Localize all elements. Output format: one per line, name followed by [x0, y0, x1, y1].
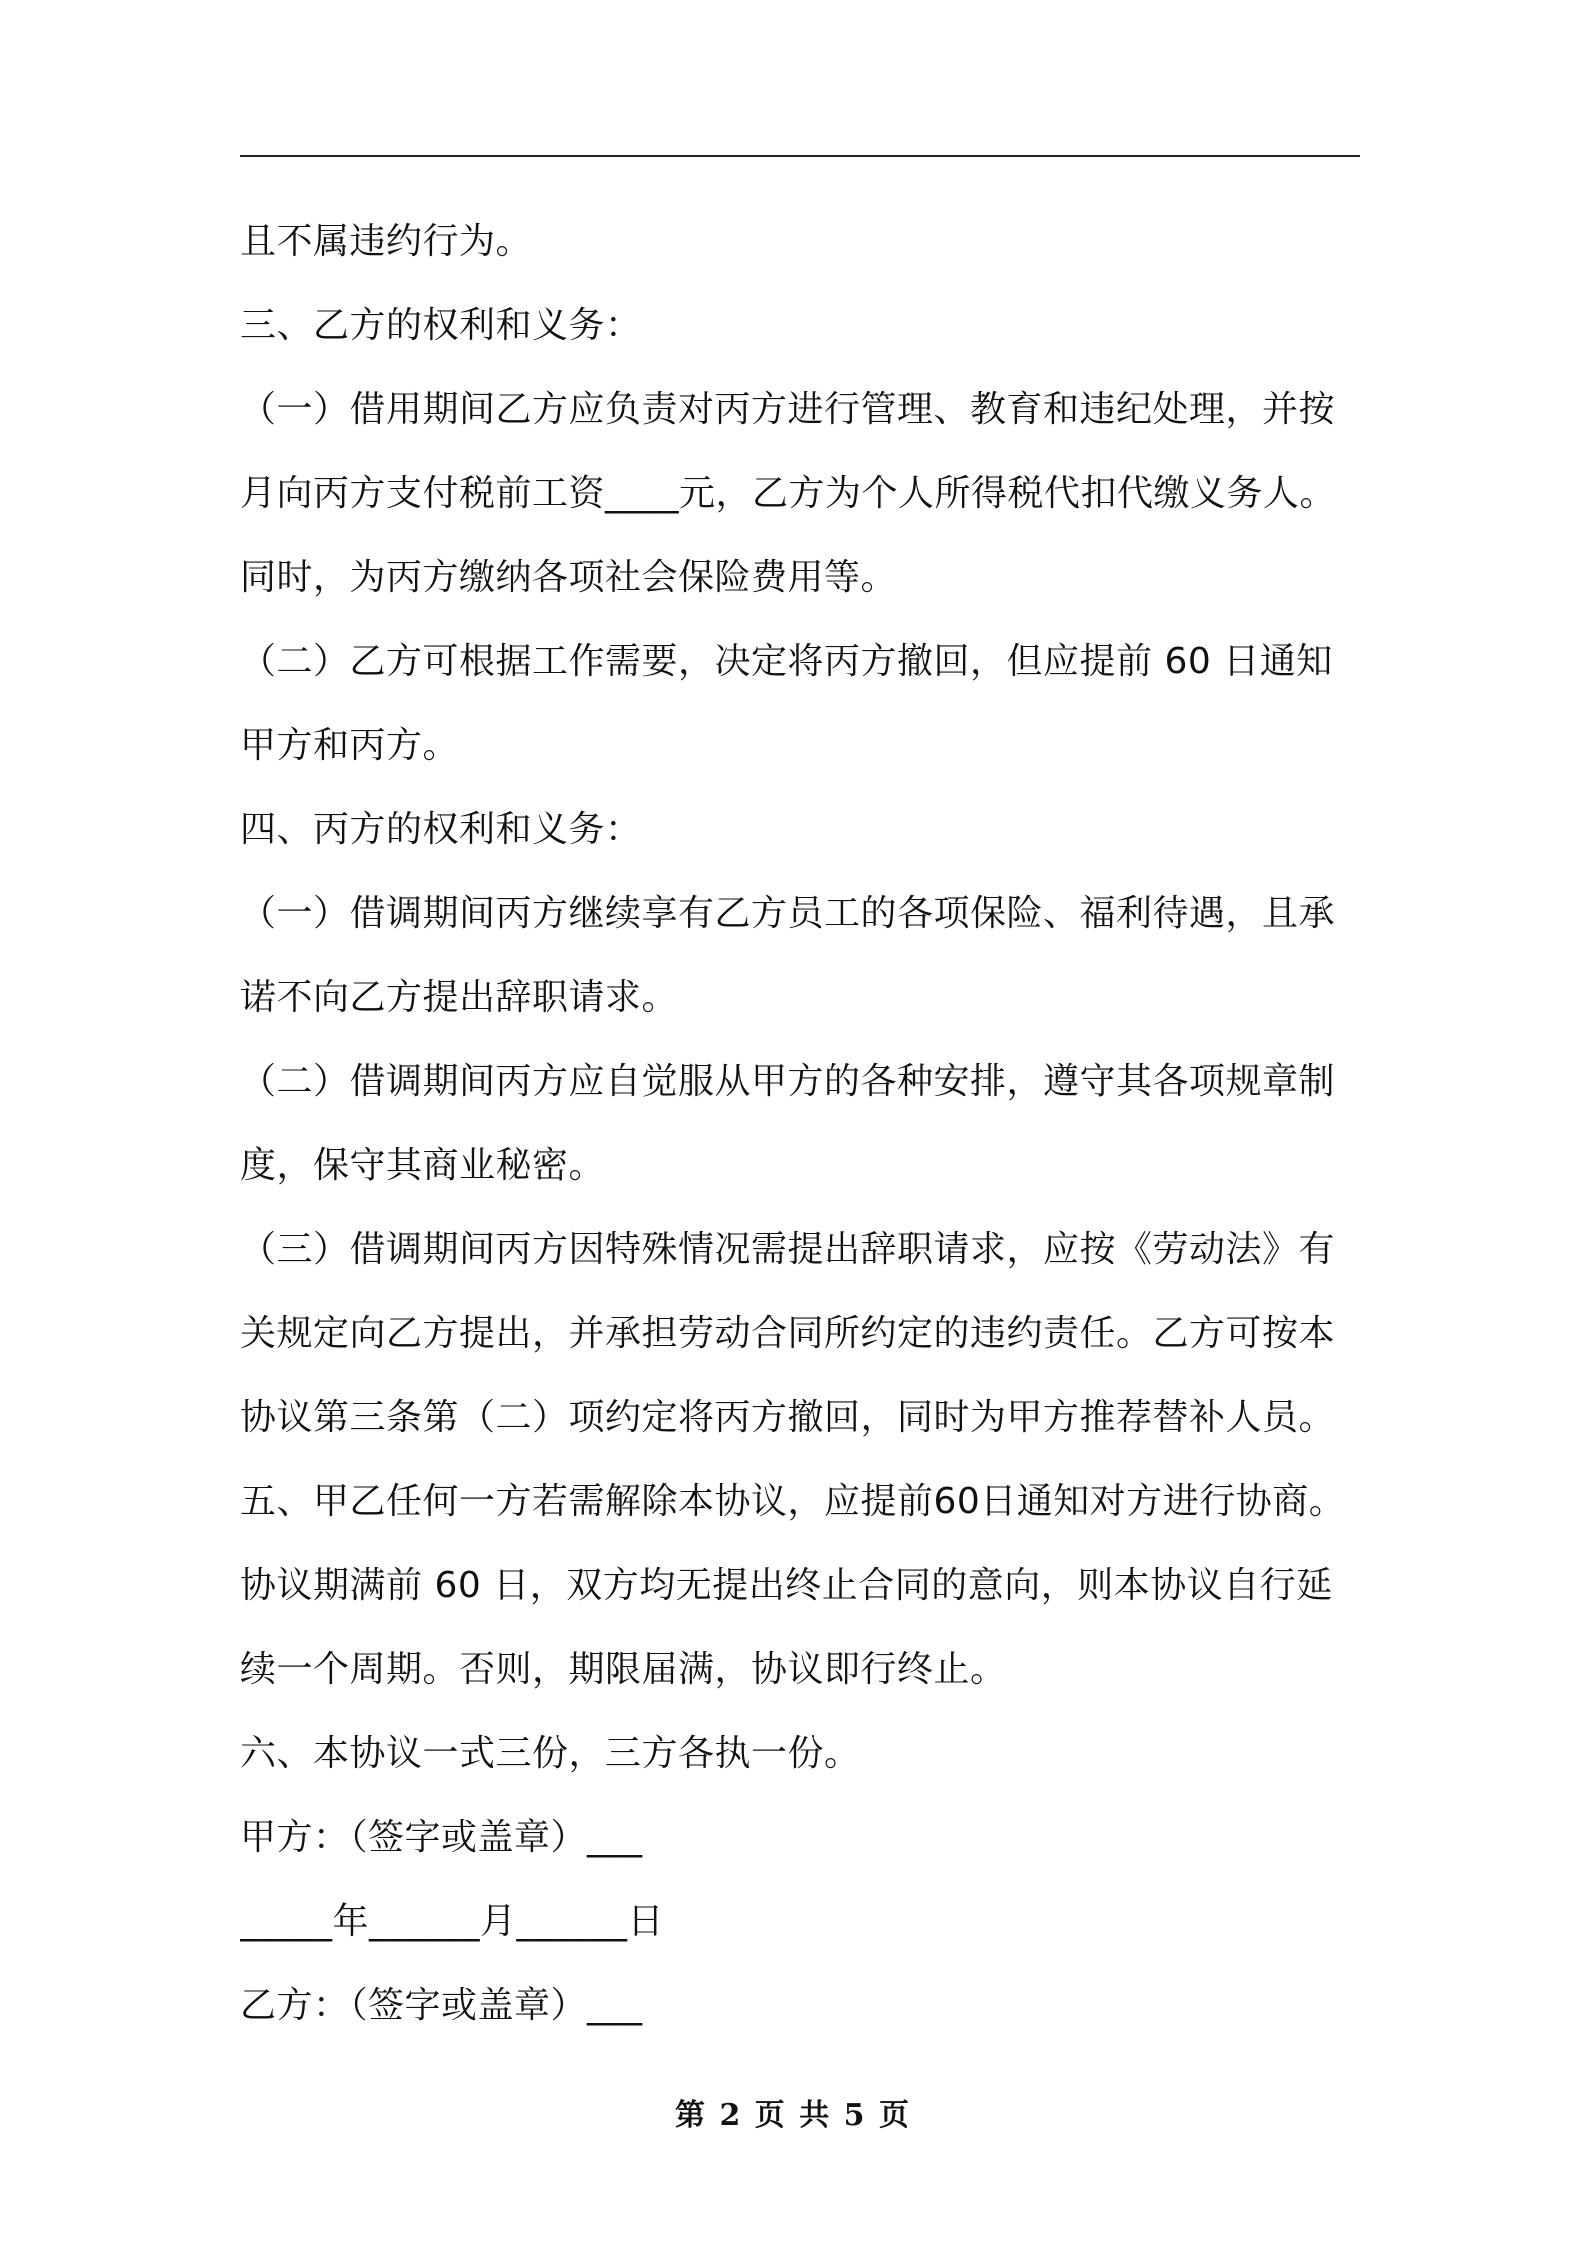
text-line: 协议第三条第（二）项约定将丙方撤回，同时为甲方推荐替补人员。: [240, 1397, 1336, 1438]
text-line: 且不属违约行为。: [240, 221, 533, 262]
party-b-signature-line: 乙方：（签字或盖章）___: [240, 1985, 643, 2026]
text-line: （二）乙方可根据工作需要，决定将丙方撤回，但应提前 60 日通知: [240, 641, 1333, 682]
text-line: （三）借调期间丙方因特殊情况需提出辞职请求，应按《劳动法》有: [240, 1229, 1336, 1270]
text-line: （一）借调期间丙方继续享有乙方员工的各项保险、福利待遇，且承: [240, 893, 1336, 934]
text-line: 关规定向乙方提出，并承担劳动合同所约定的违约责任。乙方可按本: [240, 1313, 1336, 1354]
text-line: 诺不向乙方提出辞职请求。: [240, 977, 679, 1018]
section-heading-5: 五、甲乙任何一方若需解除本协议，应提前60日通知对方进行协商。: [240, 1481, 1346, 1522]
header-divider: [240, 155, 1360, 157]
section-heading-4: 四、丙方的权利和义务：: [240, 809, 642, 850]
text-line: 甲方和丙方。: [240, 725, 460, 766]
section-heading-6: 六、本协议一式三份，三方各执一份。: [240, 1733, 861, 1774]
text-line: （一）借用期间乙方应负责对丙方进行管理、教育和违纪处理，并按: [240, 389, 1336, 430]
text-line: （二）借调期间丙方应自觉服从甲方的各种安排，遵守其各项规章制: [240, 1061, 1336, 1102]
page-number-footer: 第 2 页 共 5 页: [675, 2098, 911, 2133]
text-line: 同时，为丙方缴纳各项社会保险费用等。: [240, 557, 898, 598]
text-line: 月向丙方支付税前工资____元，乙方为个人所得税代扣代缴义务人。: [240, 473, 1337, 514]
document-body: [240, 200, 1360, 2048]
text-line: 协议期满前 60 日，双方均无提出终止合同的意向，则本协议自行延: [240, 1565, 1333, 1606]
section-heading-3: 三、乙方的权利和义务：: [240, 305, 642, 346]
party-a-signature-line: 甲方：（签字或盖章）___: [240, 1817, 643, 1858]
date-line: _____年______月______日: [240, 1901, 665, 1942]
text-line: 续一个周期。否则，期限届满，协议即行终止。: [240, 1649, 1007, 1690]
text-line: 度，保守其商业秘密。: [240, 1145, 606, 1186]
